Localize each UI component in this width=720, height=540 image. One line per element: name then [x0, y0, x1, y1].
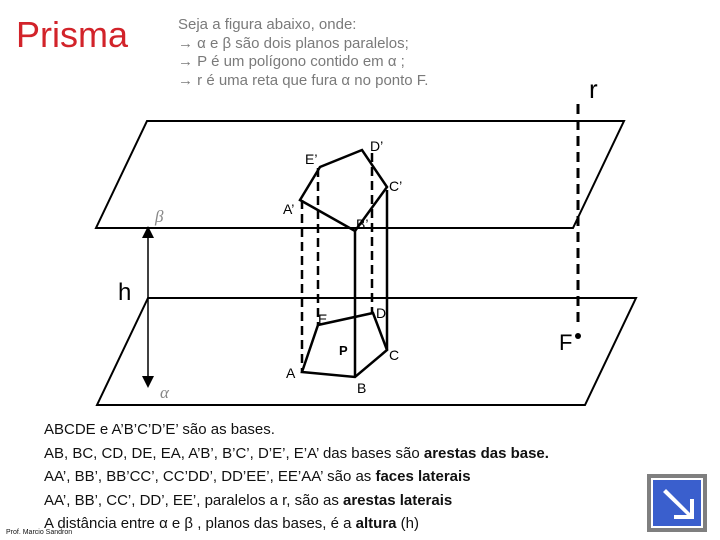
height-arrow-down	[142, 376, 154, 388]
bases-line-3	[44, 465, 549, 489]
author-credit: Prof. Marcio Sandron	[6, 529, 73, 536]
label-r: r	[589, 74, 598, 104]
page-title: Prisma	[16, 14, 129, 55]
bases-line-5-text: A distância entre α e β , planos das bases, é a	[44, 515, 356, 532]
intro-line-4: → r é uma reta que fura α no ponto F.	[178, 71, 429, 89]
label-d-prime: D’	[370, 138, 384, 154]
bases-line-3-text: AA’, BB’, BB’CC’, CC’DD’, DD’EE’, EE’AA’ são as	[44, 468, 376, 485]
intro-line-1: Seja a figura abaixo, onde:	[178, 16, 357, 33]
label-e: E	[318, 311, 328, 327]
label-p: P	[339, 343, 348, 358]
next-slide-button[interactable]	[646, 473, 708, 533]
bases-line-1: ABCDE e A’B’C’D’E’ são as bases.	[44, 421, 275, 438]
bases-line-4	[44, 489, 549, 513]
bases-line-5-bold: altura	[355, 515, 397, 532]
bases-line-2	[44, 442, 549, 466]
bases-line-2-bold: arestas das base.	[423, 444, 549, 462]
plane-beta	[96, 121, 624, 228]
bases-text	[44, 418, 549, 536]
label-c: C	[389, 347, 400, 363]
intro-line-2: → α e β são dois planos paralelos;	[178, 34, 409, 52]
label-b-prime: B’	[356, 216, 369, 232]
bases-line-4-text: AA’, BB’, CC’, DD’, EE’, paralelos a r, são as	[44, 491, 343, 509]
label-d: D	[376, 305, 387, 321]
label-e-prime: E’	[305, 151, 318, 167]
label-b: B	[357, 380, 367, 396]
bases-line-5	[44, 512, 549, 536]
label-a: A	[286, 365, 296, 381]
label-a-prime: A’	[283, 201, 295, 217]
point-f	[575, 333, 581, 339]
bases-line-3-bold: faces laterais	[375, 468, 471, 485]
intro-line-3: → P é um polígono contido em α ;	[178, 53, 405, 70]
label-f: F	[559, 330, 573, 355]
label-alpha: α	[160, 383, 169, 402]
bases-line-5-tail: (h)	[396, 515, 420, 532]
label-h: h	[118, 279, 132, 306]
bases-line-4-bold: arestas laterais	[343, 491, 453, 509]
bases-line-2-text: AB, BC, CD, DE, EA, A’B’, B’C’, D’E’, E’A’ das bases são	[44, 444, 424, 462]
label-c-prime: C’	[389, 178, 403, 194]
label-beta: β	[155, 207, 164, 226]
